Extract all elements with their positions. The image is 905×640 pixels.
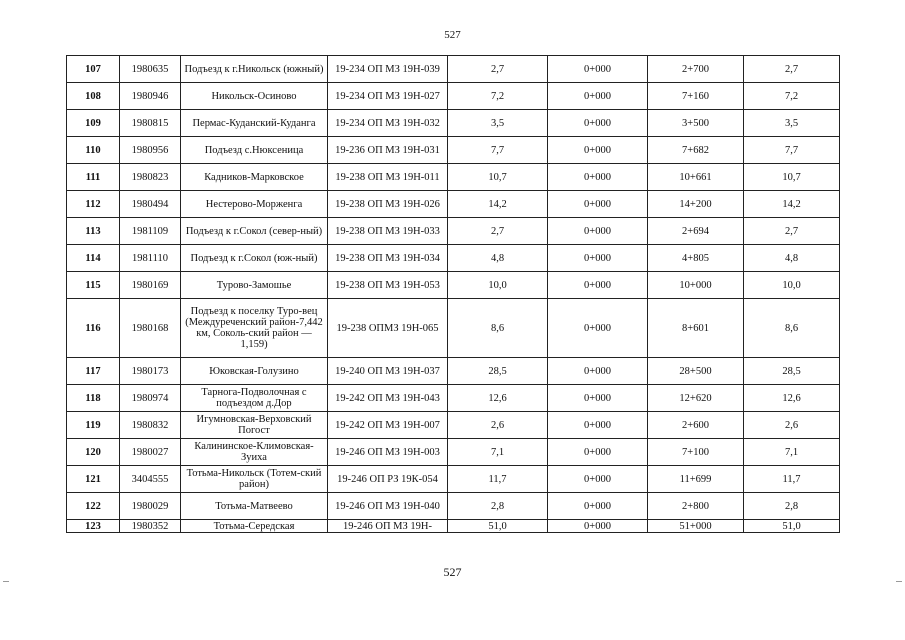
total-length-cell: 28,5 [744,358,840,385]
road-id-cell: 1980823 [120,164,181,191]
table-row [67,520,840,533]
road-length-cell: 7,2 [448,83,548,110]
margin-mark-left [3,581,9,582]
table-row [67,439,840,466]
table-row [67,412,840,439]
road-code-cell: 19-242 ОП МЗ 19Н-007 [328,412,448,439]
row-number-cell: 118 [67,385,120,412]
road-length-cell: 2,7 [448,56,548,83]
road-length-cell: 11,7 [448,466,548,493]
row-number-cell: 111 [67,164,120,191]
start-km-cell: 0+000 [548,299,648,358]
end-km-cell: 51+000 [648,520,744,533]
table-row [67,137,840,164]
road-name-cell: Кадников-Марковское [181,164,328,191]
row-number-cell: 109 [67,110,120,137]
table-row [67,358,840,385]
total-length-cell: 11,7 [744,466,840,493]
road-id-cell: 1980946 [120,83,181,110]
road-id-cell: 1980956 [120,137,181,164]
row-number-cell: 110 [67,137,120,164]
total-length-cell: 8,6 [744,299,840,358]
table-row [67,272,840,299]
road-length-cell: 14,2 [448,191,548,218]
road-id-cell: 1980027 [120,439,181,466]
end-km-cell: 14+200 [648,191,744,218]
end-km-cell: 7+100 [648,439,744,466]
road-code-cell: 19-246 ОП МЗ 19Н-003 [328,439,448,466]
table-body [67,56,840,533]
end-km-cell: 2+800 [648,493,744,520]
road-code-cell: 19-238 ОП МЗ 19Н-034 [328,245,448,272]
start-km-cell: 0+000 [548,191,648,218]
start-km-cell: 0+000 [548,272,648,299]
road-code-cell: 19-234 ОП МЗ 19Н-032 [328,110,448,137]
total-length-cell: 12,6 [744,385,840,412]
road-id-cell: 1980169 [120,272,181,299]
end-km-cell: 8+601 [648,299,744,358]
margin-mark-right [896,581,902,582]
road-id-cell: 1980974 [120,385,181,412]
total-length-cell: 2,7 [744,218,840,245]
road-name-cell: Подъезд к г.Сокол (юж-ный) [181,245,328,272]
end-km-cell: 3+500 [648,110,744,137]
road-name-cell: Калининское-Климовская-Зуиха [181,439,328,466]
road-length-cell: 2,6 [448,412,548,439]
road-length-cell: 3,5 [448,110,548,137]
row-number-cell: 119 [67,412,120,439]
start-km-cell: 0+000 [548,493,648,520]
page-number-top: 527 [444,29,461,41]
road-name-cell: Подъезд с.Нюксеница [181,137,328,164]
road-code-cell: 19-246 ОП РЗ 19К-054 [328,466,448,493]
road-name-cell: Тотьма-Никольск (Тотем-ский район) [181,466,328,493]
road-name-cell: Пермас-Куданский-Куданга [181,110,328,137]
start-km-cell: 0+000 [548,358,648,385]
road-code-cell: 19-238 ОП МЗ 19Н-053 [328,272,448,299]
road-name-cell: Тотьма-Середская [181,520,328,533]
road-length-cell: 4,8 [448,245,548,272]
table-row [67,245,840,272]
start-km-cell: 0+000 [548,466,648,493]
total-length-cell: 2,8 [744,493,840,520]
table-row [67,385,840,412]
total-length-cell: 51,0 [744,520,840,533]
road-name-cell: Подъезд к поселку Туро-вец (Междуреченский район-7,442 км, Соколь-ский район — 1,159) [181,299,328,358]
road-code-cell: 19-246 ОП МЗ 19Н-040 [328,493,448,520]
table-row [67,110,840,137]
road-length-cell: 7,1 [448,439,548,466]
road-id-cell: 1980029 [120,493,181,520]
start-km-cell: 0+000 [548,137,648,164]
row-number-cell: 123 [67,520,120,533]
row-number-cell: 113 [67,218,120,245]
start-km-cell: 0+000 [548,164,648,191]
row-number-cell: 112 [67,191,120,218]
road-code-cell: 19-242 ОП МЗ 19Н-043 [328,385,448,412]
start-km-cell: 0+000 [548,218,648,245]
start-km-cell: 0+000 [548,385,648,412]
road-name-cell: Турово-Замошье [181,272,328,299]
page-number-bottom: 527 [443,565,462,579]
end-km-cell: 2+694 [648,218,744,245]
end-km-cell: 12+620 [648,385,744,412]
row-number-cell: 114 [67,245,120,272]
row-number-cell: 121 [67,466,120,493]
road-name-cell: Подъезд к г.Сокол (север-ный) [181,218,328,245]
start-km-cell: 0+000 [548,83,648,110]
row-number-cell: 122 [67,493,120,520]
row-number-cell: 115 [67,272,120,299]
end-km-cell: 10+661 [648,164,744,191]
table-row [67,493,840,520]
end-km-cell: 4+805 [648,245,744,272]
road-name-cell: Тотьма-Матвеево [181,493,328,520]
road-length-cell: 2,8 [448,493,548,520]
road-id-cell: 1980815 [120,110,181,137]
road-code-cell: 19-238 ОПМЗ 19Н-065 [328,299,448,358]
end-km-cell: 10+000 [648,272,744,299]
road-id-cell: 1980635 [120,56,181,83]
road-code-cell: 19-238 ОП МЗ 19Н-011 [328,164,448,191]
road-id-cell: 1981110 [120,245,181,272]
start-km-cell: 0+000 [548,56,648,83]
road-length-cell: 8,6 [448,299,548,358]
row-number-cell: 108 [67,83,120,110]
road-id-cell: 1981109 [120,218,181,245]
start-km-cell: 0+000 [548,245,648,272]
row-number-cell: 107 [67,56,120,83]
total-length-cell: 7,1 [744,439,840,466]
road-code-cell: 19-236 ОП МЗ 19Н-031 [328,137,448,164]
road-length-cell: 10,0 [448,272,548,299]
total-length-cell: 4,8 [744,245,840,272]
end-km-cell: 2+700 [648,56,744,83]
road-id-cell: 1980168 [120,299,181,358]
total-length-cell: 3,5 [744,110,840,137]
end-km-cell: 7+160 [648,83,744,110]
total-length-cell: 10,7 [744,164,840,191]
road-code-cell: 19-240 ОП МЗ 19Н-037 [328,358,448,385]
end-km-cell: 2+600 [648,412,744,439]
total-length-cell: 7,7 [744,137,840,164]
table-row [67,218,840,245]
start-km-cell: 0+000 [548,110,648,137]
road-name-cell: Тарнога-Подволочная с подъездом д.Дор [181,385,328,412]
road-id-cell: 3404555 [120,466,181,493]
start-km-cell: 0+000 [548,520,648,533]
table-row [67,191,840,218]
road-id-cell: 1980173 [120,358,181,385]
start-km-cell: 0+000 [548,412,648,439]
table-row [67,299,840,358]
road-length-cell: 28,5 [448,358,548,385]
road-code-cell: 19-234 ОП МЗ 19Н-027 [328,83,448,110]
road-name-cell: Юковская-Голузино [181,358,328,385]
total-length-cell: 2,6 [744,412,840,439]
road-code-cell: 19-238 ОП МЗ 19Н-026 [328,191,448,218]
road-code-cell: 19-238 ОП МЗ 19Н-033 [328,218,448,245]
row-number-cell: 117 [67,358,120,385]
table-row [67,466,840,493]
end-km-cell: 7+682 [648,137,744,164]
road-registry-table [66,55,840,533]
total-length-cell: 2,7 [744,56,840,83]
total-length-cell: 7,2 [744,83,840,110]
table-row [67,56,840,83]
road-name-cell: Нестерово-Морженга [181,191,328,218]
road-name-cell: Подъезд к г.Никольск (южный) [181,56,328,83]
total-length-cell: 10,0 [744,272,840,299]
total-length-cell: 14,2 [744,191,840,218]
start-km-cell: 0+000 [548,439,648,466]
road-length-cell: 2,7 [448,218,548,245]
table-row [67,164,840,191]
row-number-cell: 120 [67,439,120,466]
road-length-cell: 7,7 [448,137,548,164]
road-name-cell: Никольск-Осиново [181,83,328,110]
table-row [67,83,840,110]
road-code-cell: 19-246 ОП МЗ 19Н- [328,520,448,533]
road-id-cell: 1980494 [120,191,181,218]
road-length-cell: 51,0 [448,520,548,533]
road-length-cell: 12,6 [448,385,548,412]
road-id-cell: 1980832 [120,412,181,439]
row-number-cell: 116 [67,299,120,358]
road-name-cell: Игумновская-Верховский Погост [181,412,328,439]
road-id-cell: 1980352 [120,520,181,533]
end-km-cell: 28+500 [648,358,744,385]
road-length-cell: 10,7 [448,164,548,191]
end-km-cell: 11+699 [648,466,744,493]
road-code-cell: 19-234 ОП МЗ 19Н-039 [328,56,448,83]
